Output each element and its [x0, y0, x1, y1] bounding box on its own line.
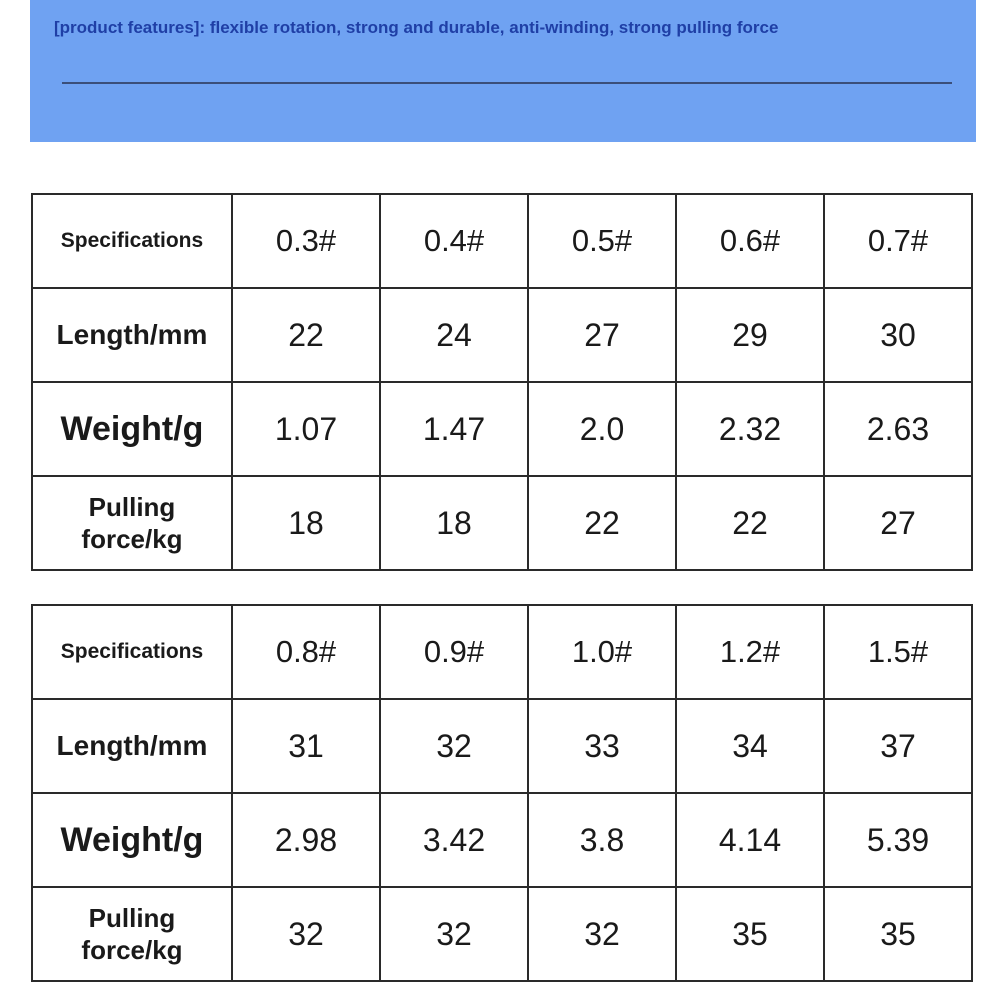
table-cell: 0.6# — [676, 194, 824, 288]
table-cell: 0.8# — [232, 605, 380, 699]
table-cell: 0.5# — [528, 194, 676, 288]
table-cell: 1.07 — [232, 382, 380, 476]
table-cell: 3.42 — [380, 793, 528, 887]
table-cell: 30 — [824, 288, 972, 382]
table-cell: 22 — [528, 476, 676, 570]
table-cell: 18 — [232, 476, 380, 570]
table-row-specifications — [32, 194, 972, 288]
row-label-line: force/kg — [81, 935, 183, 965]
row-label: Specifications — [32, 194, 232, 288]
table-row-weight — [32, 793, 972, 887]
table-cell: 32 — [528, 887, 676, 981]
table-cell: 32 — [232, 887, 380, 981]
row-label-line: Pulling — [88, 903, 176, 933]
table-cell: 32 — [380, 699, 528, 793]
banner-divider — [62, 82, 952, 84]
table-cell: 27 — [824, 476, 972, 570]
table-cell: 0.9# — [380, 605, 528, 699]
table-cell: 0.3# — [232, 194, 380, 288]
table-cell: 3.8 — [528, 793, 676, 887]
row-label: Weight/g — [32, 382, 232, 476]
table-cell: 37 — [824, 699, 972, 793]
table-cell: 0.4# — [380, 194, 528, 288]
table-row-length — [32, 699, 972, 793]
table-row-pulling-force — [32, 887, 972, 981]
table-row-pulling-force — [32, 476, 972, 570]
table-row-specifications — [32, 605, 972, 699]
table-cell: 22 — [676, 476, 824, 570]
row-label: Length/mm — [32, 699, 232, 793]
product-features-text: [product features]: flexible rotation, strong and durable, anti-winding, strong pulling force — [54, 18, 779, 37]
table-row-length — [32, 288, 972, 382]
table-cell: 2.0 — [528, 382, 676, 476]
table-cell: 2.98 — [232, 793, 380, 887]
spec-table-2 — [31, 604, 973, 982]
table-cell: 31 — [232, 699, 380, 793]
spec-table-1 — [31, 193, 973, 571]
table-cell: 29 — [676, 288, 824, 382]
row-label-line: Pulling — [88, 492, 176, 522]
table-cell: 18 — [380, 476, 528, 570]
row-label: Length/mm — [32, 288, 232, 382]
row-label: Weight/g — [32, 793, 232, 887]
table-cell: 1.2# — [676, 605, 824, 699]
table-cell: 27 — [528, 288, 676, 382]
table-row-weight — [32, 382, 972, 476]
table-cell: 1.0# — [528, 605, 676, 699]
table-cell: 5.39 — [824, 793, 972, 887]
table-cell: 1.47 — [380, 382, 528, 476]
row-label — [32, 887, 232, 981]
table-cell: 24 — [380, 288, 528, 382]
table-cell: 0.7# — [824, 194, 972, 288]
table-cell: 35 — [824, 887, 972, 981]
table-cell: 2.32 — [676, 382, 824, 476]
features-banner — [30, 0, 976, 142]
table-cell: 34 — [676, 699, 824, 793]
table-cell: 2.63 — [824, 382, 972, 476]
row-label-line: force/kg — [81, 524, 183, 554]
row-label — [32, 476, 232, 570]
table-cell: 32 — [380, 887, 528, 981]
row-label: Specifications — [32, 605, 232, 699]
table-cell: 1.5# — [824, 605, 972, 699]
table-cell: 4.14 — [676, 793, 824, 887]
table-cell: 33 — [528, 699, 676, 793]
table-cell: 22 — [232, 288, 380, 382]
table-cell: 35 — [676, 887, 824, 981]
